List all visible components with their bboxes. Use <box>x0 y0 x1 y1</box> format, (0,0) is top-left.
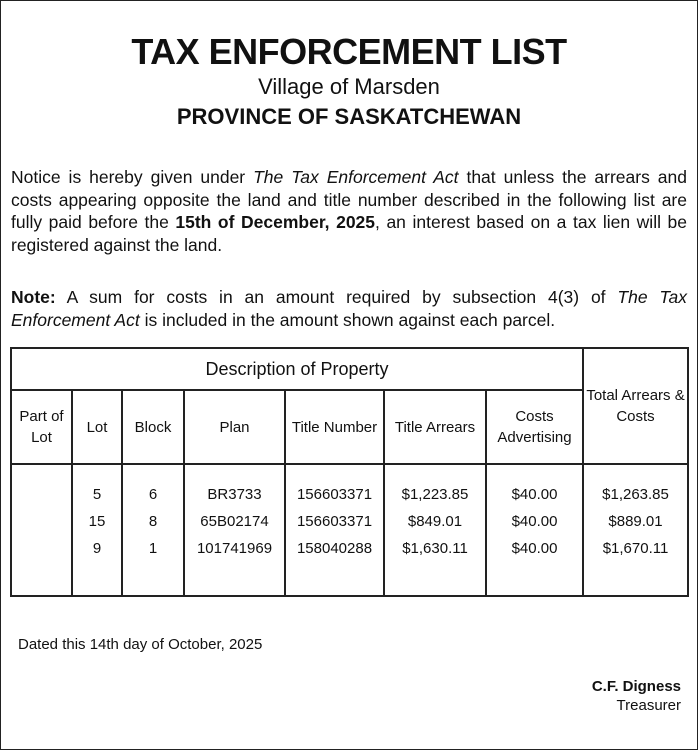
municipality-name: Village of Marsden <box>258 74 440 99</box>
title-number-value: 156603371 <box>296 513 373 530</box>
title-arrears-value: $1,223.85 <box>401 486 469 503</box>
block-cell <box>122 464 184 596</box>
signatory-name: C.F. Digness <box>591 678 681 695</box>
plan-cell <box>184 464 285 596</box>
notice-text-c: , an interest based on a tax lien will be registered against the land. <box>11 212 687 255</box>
note-paragraph <box>11 286 687 331</box>
col-header-plan: Plan <box>184 390 285 464</box>
total-cell <box>583 464 688 596</box>
costs-advertising-value: $40.00 <box>511 513 558 530</box>
part-of-lot-cell <box>11 464 72 596</box>
lot-value: 15 <box>88 513 106 530</box>
col-header-title-number: Title Number <box>285 390 384 464</box>
plan-value: 65B02174 <box>200 513 269 530</box>
notice-text-b: that unless the arrears and costs appearing opposite the land and title number described in the following list are fully paid before the <box>11 167 687 232</box>
arrears-table-container <box>10 347 687 597</box>
lot-value: 9 <box>92 540 102 557</box>
title-number-value: 158040288 <box>296 540 373 557</box>
page-title: TAX ENFORCEMENT LIST <box>131 31 567 72</box>
col-header-block: Block <box>122 390 184 464</box>
total-value: $1,670.11 <box>602 540 669 557</box>
col-header-total: Total Arrears & Costs <box>583 348 688 464</box>
note-text-a: A sum for costs in an amount required by subsection 4(3) of <box>55 287 618 307</box>
lot-cell <box>72 464 122 596</box>
act-name-note: The Tax Enforcement Act <box>11 287 687 330</box>
notice-paragraph <box>11 166 687 256</box>
plan-value: BR3733 <box>207 486 262 503</box>
arrears-table <box>10 347 689 597</box>
description-of-property-header: Description of Property <box>11 348 583 390</box>
note-text-b: is included in the amount shown against each parcel. <box>139 309 556 330</box>
block-value: 6 <box>148 486 158 503</box>
costs-advertising-value: $40.00 <box>511 540 558 557</box>
signatory-title: Treasurer <box>616 697 681 714</box>
block-value: 1 <box>148 540 158 557</box>
dated-line: Dated this 14th day of October, 2025 <box>18 636 263 653</box>
total-value: $1,263.85 <box>602 486 669 503</box>
deadline-date: 15th of December, 2025 <box>175 212 376 232</box>
title-arrears-value: $1,630.11 <box>402 540 468 557</box>
title-arrears-value: $849.01 <box>407 513 463 530</box>
notice-text-a: Notice is hereby given under <box>11 167 254 187</box>
costs-advertising-cell <box>486 464 583 596</box>
plan-value: 101741969 <box>196 540 273 557</box>
act-name: The Tax Enforcement Act <box>253 167 459 187</box>
col-header-title-arrears: Title Arrears <box>384 390 486 464</box>
block-value: 8 <box>148 513 158 530</box>
col-header-lot: Lot <box>72 390 122 464</box>
note-label: Note: <box>11 287 56 307</box>
costs-advertising-value: $40.00 <box>511 486 558 503</box>
total-value: $889.01 <box>608 513 663 530</box>
table-body-row <box>11 464 688 596</box>
title-number-value: 156603371 <box>296 486 373 503</box>
col-header-costs-advertising: Costs Advertising <box>486 390 583 464</box>
title-number-cell <box>285 464 384 596</box>
province-name: PROVINCE OF SASKATCHEWAN <box>176 104 522 129</box>
lot-value: 5 <box>92 486 102 503</box>
col-header-part-of-lot: Part of Lot <box>11 390 72 464</box>
title-arrears-cell <box>384 464 486 596</box>
